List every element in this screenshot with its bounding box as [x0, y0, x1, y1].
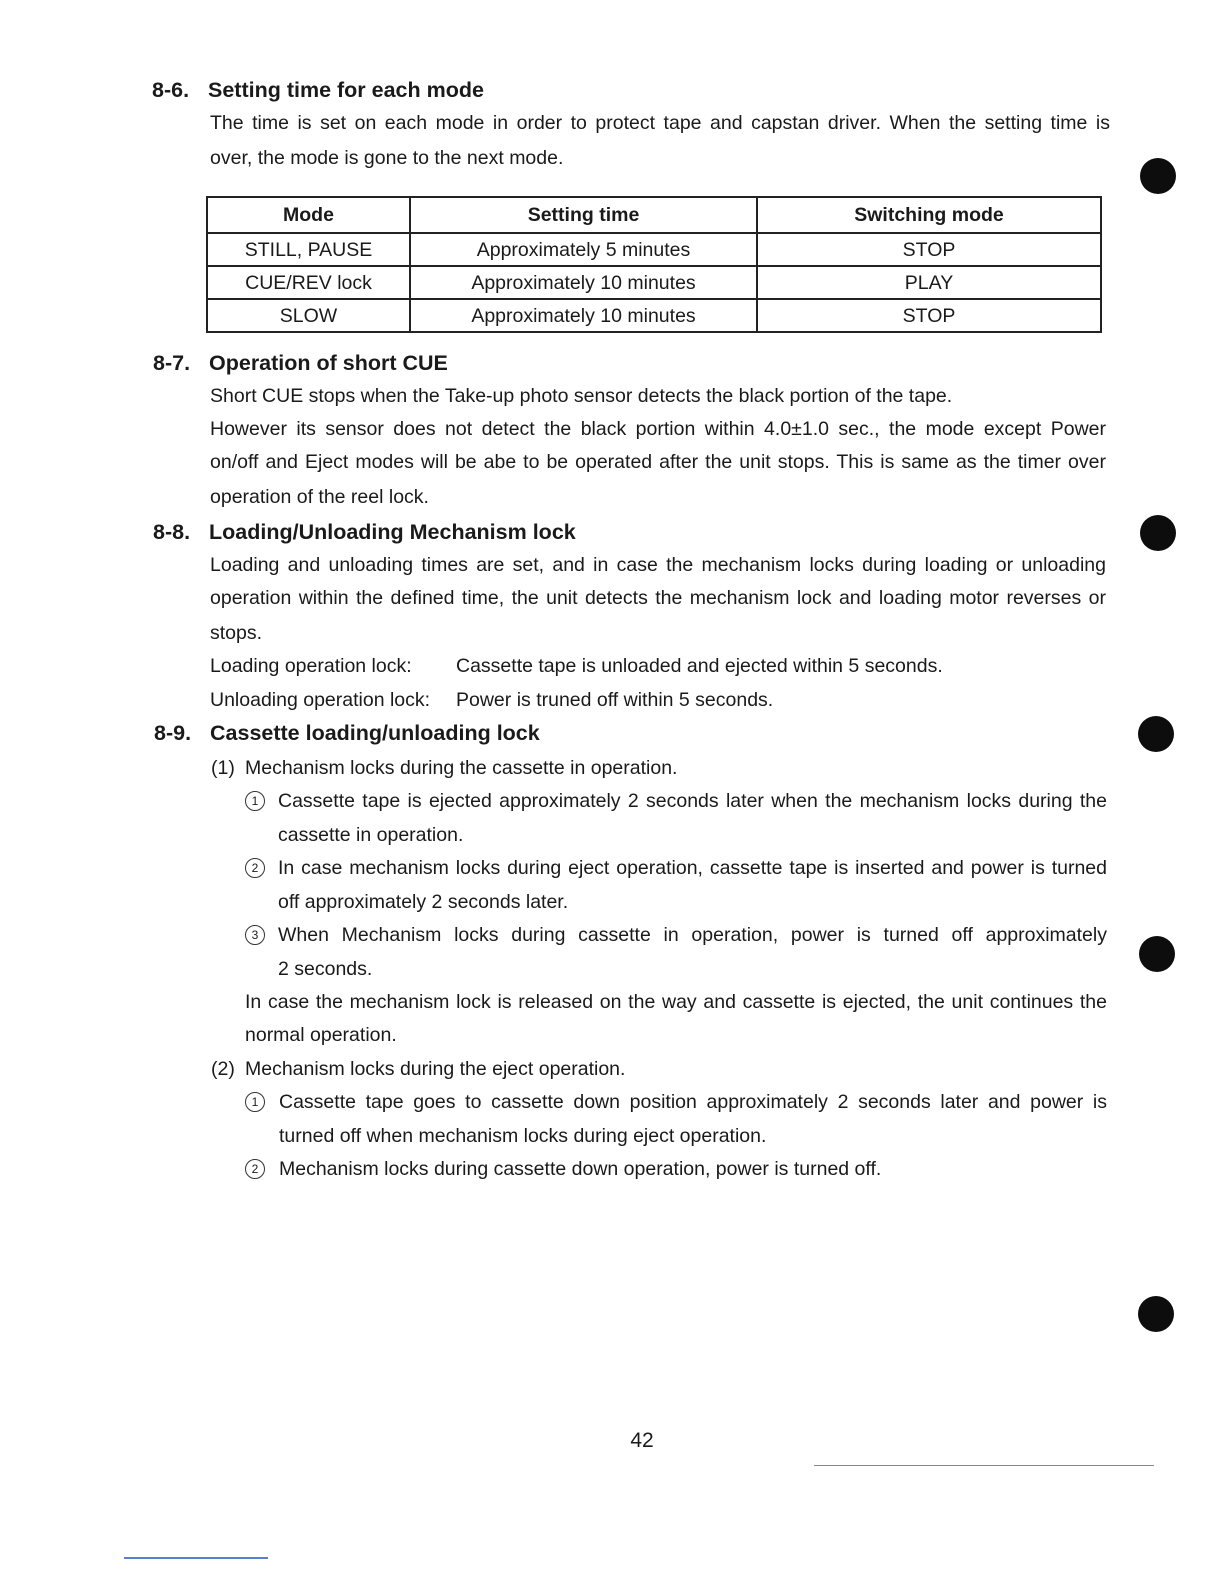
list-item-text: When Mechanism locks during cassette in operation, power is turned off approximately: [278, 924, 1107, 946]
circled-digit: 1: [245, 1092, 265, 1112]
paragraph-line: Loading and unloading times are set, and in case the mechanism locks during loading or unloading: [210, 554, 1106, 576]
table-cell: Approximately 10 minutes: [410, 299, 757, 332]
list-item-text: 2 seconds.: [278, 958, 373, 980]
loading-lock-label: Loading operation lock:: [210, 655, 412, 677]
punch-hole-icon: [1140, 158, 1176, 194]
paragraph-line: The time is set on each mode in order to protect tape and capstan driver. When the setting time is: [210, 112, 1110, 134]
note-text: normal operation.: [245, 1024, 397, 1046]
list-item-text: Mechanism locks during the cassette in operation.: [245, 757, 678, 779]
list-marker: (2): [211, 1058, 235, 1080]
unloading-lock-label: Unloading operation lock:: [210, 689, 431, 711]
paragraph-line: stops.: [210, 622, 263, 644]
page-number: 42: [630, 1429, 654, 1452]
punch-hole-icon: [1138, 1296, 1174, 1332]
table-cell: Approximately 10 minutes: [410, 266, 757, 299]
column-header: Mode: [207, 197, 410, 233]
table-row: [207, 266, 1101, 299]
footer-rule: [814, 1465, 1154, 1466]
circled-digit: 2: [245, 1159, 265, 1179]
table-cell: PLAY: [757, 266, 1101, 299]
section-8-8-heading: [153, 517, 576, 547]
section-8-7-heading: [153, 348, 448, 378]
section-number: 8-6.: [152, 78, 190, 102]
list-item-text: In case mechanism locks during eject operation, cassette tape is inserted and power is turned: [278, 857, 1107, 879]
table-cell: STOP: [757, 299, 1101, 332]
table-cell: Approximately 5 minutes: [410, 233, 757, 266]
section-title: Cassette loading/unloading lock: [210, 721, 540, 745]
circled-number-icon: [245, 918, 278, 952]
paragraph-line: operation within the defined time, the unit detects the mechanism lock and loading motor reverses or: [210, 587, 1106, 609]
section-title: Loading/Unloading Mechanism lock: [209, 520, 576, 544]
list-item-text: off approximately 2 seconds later.: [278, 891, 569, 913]
loading-lock-text: Cassette tape is unloaded and ejected within 5 seconds.: [456, 655, 943, 677]
list-item-text: Mechanism locks during the eject operation.: [245, 1058, 626, 1080]
punch-hole-icon: [1140, 515, 1176, 551]
table-cell: CUE/REV lock: [207, 266, 410, 299]
paragraph-line: over, the mode is gone to the next mode.: [210, 147, 564, 169]
paragraph-line: Short CUE stops when the Take-up photo sensor detects the black portion of the tape.: [210, 385, 953, 407]
list-item-text: Cassette tape is ejected approximately 2 seconds later when the mechanism locks during the: [278, 790, 1107, 812]
section-number: 8-9.: [154, 721, 192, 745]
table-row: [207, 299, 1101, 332]
table-header-row: [207, 197, 1101, 233]
section-8-9-heading: [154, 718, 540, 748]
list-item-text: turned off when mechanism locks during eject operation.: [279, 1125, 767, 1147]
circled-digit: 3: [245, 925, 265, 945]
table-row: [207, 233, 1101, 266]
list-item-text: Mechanism locks during cassette down operation, power is turned off.: [279, 1158, 882, 1180]
paragraph-line: operation of the reel lock.: [210, 486, 429, 508]
table-cell: STILL, PAUSE: [207, 233, 410, 266]
section-8-6-heading: [152, 75, 484, 105]
scan-edge-line: [124, 1557, 268, 1559]
circled-number-icon: [245, 1152, 278, 1186]
circled-number-icon: [245, 784, 278, 818]
table-cell: STOP: [757, 233, 1101, 266]
list-item-text: cassette in operation.: [278, 824, 464, 846]
unloading-lock-text: Power is truned off within 5 seconds.: [456, 689, 774, 711]
table-cell: SLOW: [207, 299, 410, 332]
section-number: 8-8.: [153, 520, 191, 544]
paragraph-line: on/off and Eject modes will be abe to be operated after the unit stops. This is same as the timer over: [210, 451, 1106, 473]
circled-number-icon: [245, 851, 278, 885]
circled-digit: 1: [245, 791, 265, 811]
mode-table: [206, 196, 1102, 333]
circled-digit: 2: [245, 858, 265, 878]
column-header: Switching mode: [757, 197, 1101, 233]
note-text: In case the mechanism lock is released on the way and cassette is ejected, the unit continues the: [245, 991, 1107, 1013]
punch-hole-icon: [1139, 936, 1175, 972]
list-item-text: Cassette tape goes to cassette down position approximately 2 seconds later and power is: [279, 1091, 1107, 1113]
section-title: Operation of short CUE: [209, 351, 448, 375]
column-header: Setting time: [410, 197, 757, 233]
circled-number-icon: [245, 1085, 278, 1119]
section-title: Setting time for each mode: [208, 78, 484, 102]
paragraph-line: However its sensor does not detect the black portion within 4.0±1.0 sec., the mode except Power: [210, 418, 1106, 440]
section-number: 8-7.: [153, 351, 191, 375]
punch-hole-icon: [1138, 716, 1174, 752]
list-marker: (1): [211, 757, 235, 779]
